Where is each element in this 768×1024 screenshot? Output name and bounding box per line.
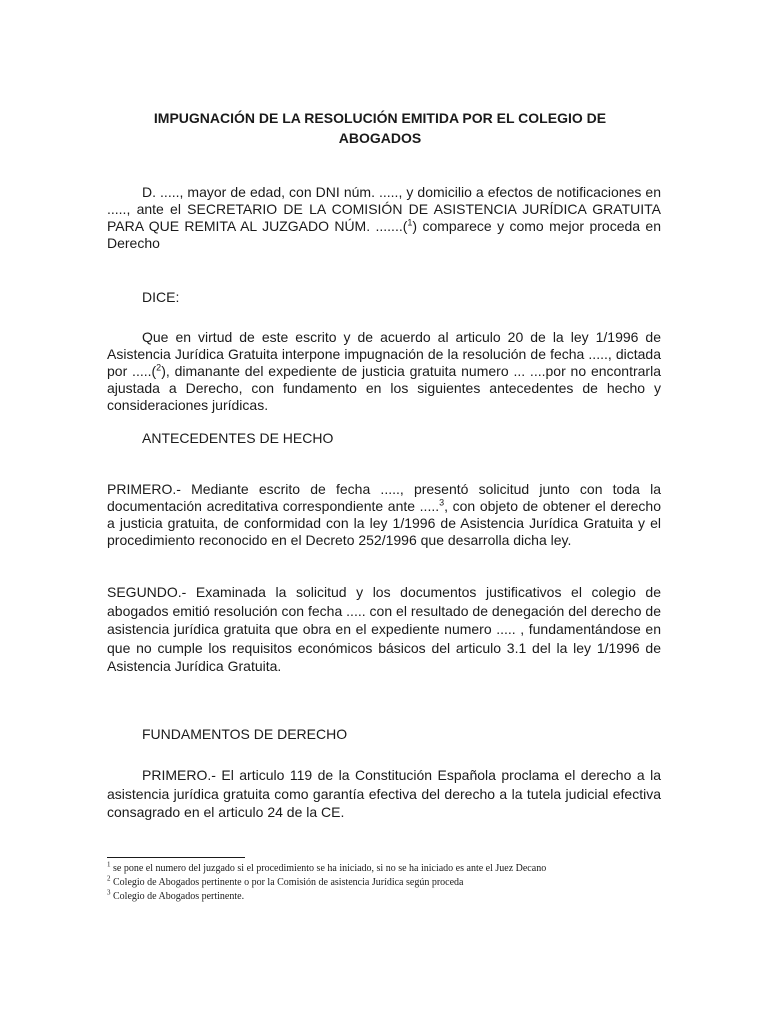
footnote-ref-1: 1 <box>407 217 413 228</box>
dice-heading: DICE: <box>142 289 180 305</box>
intro-text-2: ) comparece y como mejor proceda en Derecho <box>107 218 661 251</box>
fundamentos-heading: FUNDAMENTOS DE DERECHO <box>142 726 348 742</box>
intro-paragraph <box>107 184 661 252</box>
footnote-3-text: Colegio de Abogados pertinente. <box>110 891 245 902</box>
footnote-2-number: 2 <box>107 874 111 883</box>
footnote-ref-3: 3 <box>439 497 445 508</box>
que-text-1: Que en virtud de este escrito y de acuerdo al articulo 20 de la ley 1/1996 de Asistencia Jurídica Gratuita interpone impugnación de la resolución de fecha ....., dictada por .....( <box>107 329 661 379</box>
primero-hecho-text-2: , con objeto de obtener el derecho a justicia gratuita, de conformidad con la ley 1/1996 de Asistencia Jurídica Gratuita y el procedimiento reconocido en el Decreto 252/1996 que desarrolla dicha ley. <box>107 498 661 548</box>
footnote-1-number: 1 <box>107 860 111 869</box>
document-title <box>120 108 640 148</box>
title-line-1: IMPUGNACIÓN DE LA RESOLUCIÓN EMITIDA POR EL COLEGIO DE <box>153 110 607 126</box>
primero-hecho-text-1: PRIMERO.- Mediante escrito de fecha ....., presentó solicitud junto con toda la documentación acreditativa correspondiente ante ..... <box>107 481 661 514</box>
primero-hecho-paragraph <box>107 481 661 549</box>
footnote-1 <box>107 862 667 875</box>
intro-text-1: D. ....., mayor de edad, con DNI núm. ....., y domicilio a efectos de notificaciones en ....., ante el SECRETARIO DE LA COMISIÓN DE ASISTENCIA JURÍDICA GRATUITA PARA QUE REMITA AL JUZGADO NÚM. .......( <box>107 184 661 234</box>
footnote-2-text: Colegio de Abogados pertinente o por la Comisión de asistencia Jurídica según proceda <box>110 877 464 888</box>
que-text-2: ), dimanante del expediente de justicia gratuita numero ... ....por no encontrarla ajustada a Derecho, con fundamento en los siguientes antecedentes de hecho y consideraciones jurídicas. <box>107 363 661 413</box>
footnote-1-text: se pone el numero del juzgado si el procedimiento se ha iniciado, si no se ha iniciado es ante el Juez Decano <box>110 863 547 874</box>
que-paragraph <box>107 329 661 414</box>
segundo-hecho-paragraph: SEGUNDO.- Examinada la solicitud y los documentos justificativos el colegio de abogados emitió resolución con fecha ..... con el resultado de denegación del derecho de asistencia jurídica gratuita que obra en el expediente numero ..... , fundamentándose en que no cumple los requisitos económicos básicos del articulo 3.1 del la ley 1/1996 de Asistencia Jurídica Gratuita. <box>107 584 661 674</box>
title-line-2: ABOGADOS <box>338 130 422 146</box>
footnote-3-number: 3 <box>107 888 111 897</box>
antecedentes-heading: ANTECEDENTES DE HECHO <box>142 430 334 446</box>
footnote-ref-2: 2 <box>156 362 162 373</box>
primero-derecho-paragraph: PRIMERO.- El articulo 119 de la Constitución Española proclama el derecho a la asistencia jurídica gratuita como garantía efectiva del derecho a la tutela judicial efectiva consagrado en el articulo 24 de la CE. <box>107 767 661 820</box>
footnote-2 <box>107 876 667 889</box>
footnote-3 <box>107 890 667 903</box>
footnote-separator <box>107 857 245 858</box>
